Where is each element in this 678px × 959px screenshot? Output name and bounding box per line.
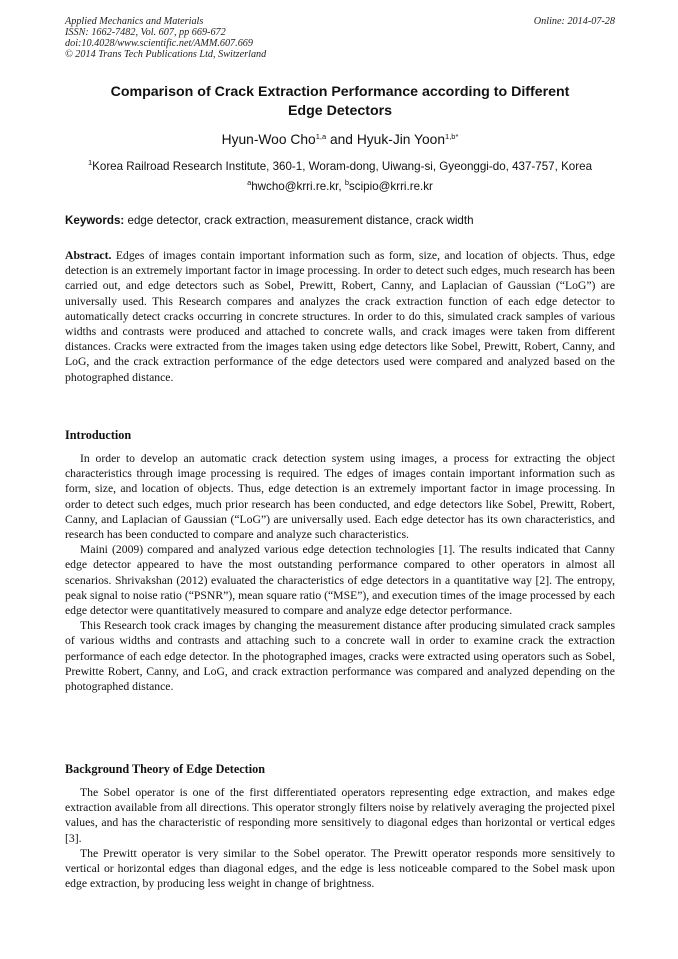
email-line	[65, 177, 615, 197]
online-date: Online: 2014-07-28	[533, 16, 615, 27]
affiliation-marker: 1	[87, 158, 93, 167]
email-address[interactable]: hwcho@krri.re.kr,	[251, 180, 345, 193]
affiliation-block	[65, 157, 615, 197]
abstract-text: Edges of images contain important information such as form, size, and location of objects. Thus, edge detection is an extremely important factor in image processing. In order to detect such edges, much research has been carried out, and edge detectors such as Sobel, Prewitt, Robert, Canny, and Laplacian of Gaussian (“LoG”) are universally used. This Research compares and analyzes the crack extraction function of each edge detector to automatically detect cracks occurring in concrete structures. In order to do this, simulated crack samples of various widths and contrasts were produced and attached to concrete walls, and crack images were taken from different distances. Cracks were extracted from the images taken using edge detectors like Sobel, Prewitt, Robert, Canny, and LoG, and the crack extraction performance of the edge detectors used were compared and analyzed based on the photographed distance.	[65, 249, 615, 384]
abstract-label: Abstract.	[65, 249, 112, 262]
keywords	[65, 214, 615, 228]
keywords-label: Keywords:	[65, 214, 125, 227]
copyright-line: © 2014 Trans Tech Publications Ltd, Switzerland	[65, 49, 267, 60]
title-line-1: Comparison of Crack Extraction Performance according to Different	[110, 84, 570, 100]
doi-line: doi:10.4028/www.scientific.net/AMM.607.669	[65, 38, 253, 49]
abstract	[65, 248, 615, 385]
affiliation-text: Korea Railroad Research Institute, 360-1, Woram-dong, Uiwang-si, Gyeonggi-do, 437-757, Korea	[92, 160, 593, 173]
email-address[interactable]: scipio@krri.re.kr	[349, 180, 433, 193]
paragraph: Maini (2009) compared and analyzed various edge detection technologies [1]. The results indicated that Canny edge detector appeared to have the most outstanding performance compared to other operators in almost all scenarios. Shrivakshan (2012) evaluated the characteristics of edge detectors in a quantitative way [2]. The entropy, peak signal to noise ratio (“PSNR”), mean square ratio (“MSE”), and execution times of the image processed by each edge detector were quantitatively measured to compare and analyze edge detector performance.	[65, 543, 615, 618]
email-marker: a	[247, 178, 252, 187]
author-list	[65, 132, 615, 148]
author-conjunction: and	[326, 132, 357, 147]
affiliation-line	[65, 157, 615, 177]
paragraph: The Sobel operator is one of the first differentiated operators representing edge extraction, and makes edge extraction available from all directions. This operator strongly filters noise by relatively averaging the projected pixel values, and has the characteristic of responding more sensitively to diagonal edges than horizontal or vertical edges [3].	[65, 786, 615, 845]
paragraph: The Prewitt operator is very similar to the Sobel operator. The Prewitt operator responds more sensitively to vertical or horizontal edges than diagonal edges, and the edge is less noticeable compared to the Sobel mask upon edge extraction, by producing less weight in change of brightness.	[65, 846, 615, 891]
author-affiliation-marker: 1,b*	[445, 132, 459, 141]
section-heading-introduction: Introduction	[65, 428, 132, 442]
section-heading-background: Background Theory of Edge Detection	[65, 762, 265, 776]
author-name: Hyuk-Jin Yoon	[356, 132, 446, 147]
journal-name: Applied Mechanics and Materials	[65, 16, 204, 27]
keywords-text: edge detector, crack extraction, measurement distance, crack width	[124, 214, 474, 227]
paragraph: This Research took crack images by changing the measurement distance after producing simulated crack samples of various widths and contrasts and attaching such to a concrete wall in order to examine crack the extraction performance of each edge detector. In the photographed images, cracks were extracted using operators such as Sobel, Prewitte Robert, Canny, and LoG, and crack extraction performance was compared and analyzed depending on the photographed distance.	[65, 619, 615, 694]
issn-line: ISSN: 1662-7482, Vol. 607, pp 669-672	[65, 27, 226, 38]
journal-header	[65, 16, 615, 60]
title-line-2: Edge Detectors	[287, 103, 393, 119]
email-marker: b	[344, 178, 349, 187]
author-affiliation-marker: 1,a	[315, 132, 327, 141]
author-name: Hyun-Woo Cho	[221, 132, 316, 147]
paper-title	[65, 83, 615, 121]
introduction-body	[65, 451, 615, 694]
background-body	[65, 785, 615, 891]
paragraph: In order to develop an automatic crack detection system using images, a process for extracting the object characteristics through image processing is required. The edges of images contain important information such as form, size, and location of objects. Thus, edge detection is an extremely important factor in image processing. In order to detect such edges, much prior research has been conducted, and edge detectors like Sobel, Prewitt, Robert, Canny, and Laplacian of Gaussian (“LoG”) are universally used. Each edge detector has its own characteristics, and research has been conducted to compare and analyze such characteristics.	[65, 452, 615, 542]
